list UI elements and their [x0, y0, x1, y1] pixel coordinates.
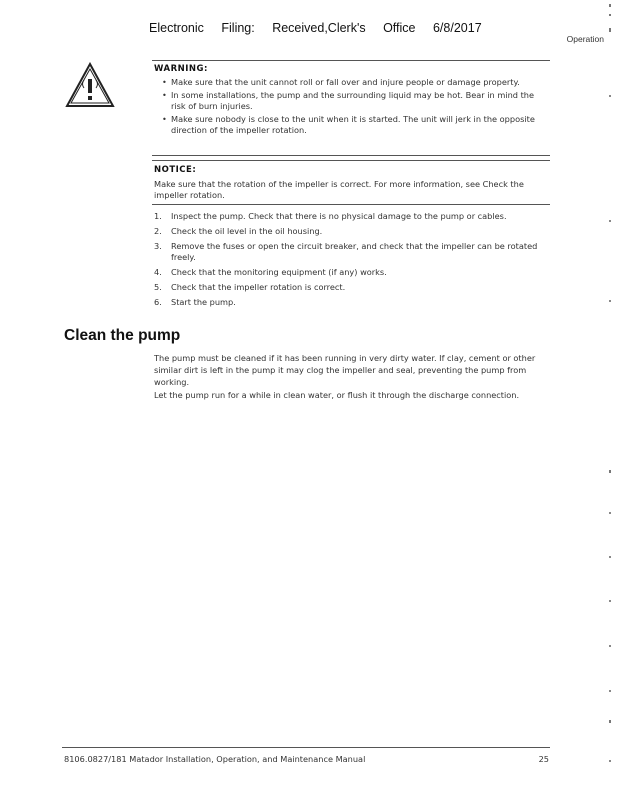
stamp-date: 6/8/2017: [432, 21, 482, 35]
step-item: [154, 241, 550, 263]
warning-list: [160, 77, 550, 138]
step-text: Remove the fuses or open the circuit breaker, and check that the impeller can be rotated freely.: [171, 241, 538, 262]
step-number: 4.: [154, 267, 162, 277]
warning-triangle-icon: [65, 62, 115, 108]
step-item: [154, 226, 550, 237]
page-number: 25: [538, 754, 549, 764]
filing-stamp: [149, 21, 482, 35]
footer-rule: [62, 747, 550, 748]
clean-paragraph: Let the pump run for a while in clean water, or flush it through the discharge connection.: [154, 390, 520, 400]
step-number: 6.: [154, 297, 162, 307]
warning-title: WARNING:: [154, 64, 208, 74]
step-number: 2.: [154, 226, 162, 236]
step-number: 3.: [154, 241, 162, 251]
stamp-word: Filing:: [221, 21, 255, 35]
stamp-word: Office: [383, 21, 416, 35]
notice-title: NOTICE:: [154, 165, 197, 175]
step-text: Check that the impeller rotation is correct.: [171, 282, 346, 292]
step-text: Check the oil level in the oil housing.: [171, 226, 323, 236]
step-item: [154, 211, 550, 222]
step-number: 1.: [154, 211, 162, 221]
notice-bottom-rule: [152, 204, 550, 205]
section-heading: Clean the pump: [64, 327, 181, 344]
stamp-word: Electronic: [149, 21, 204, 35]
notice-top-rule: [152, 160, 550, 161]
notice-text: Make sure that the rotation of the impeller is correct. For more information, see Check the impeller rotation.: [154, 179, 524, 200]
step-item: [154, 282, 550, 293]
scan-edge-marks: [608, 0, 612, 800]
step-item: [154, 267, 550, 278]
warning-item: • In some installations, the pump and the surrounding liquid may be hot. Bear in mind the risk of burn injuries.: [160, 90, 550, 112]
step-number: 5.: [154, 282, 162, 292]
warning-item: • Make sure that the unit cannot roll or fall over and injure people or damage property.: [160, 77, 550, 88]
step-text: Check that the monitoring equipment (if any) works.: [171, 267, 387, 277]
warning-item: • Make sure nobody is close to the unit when it is started. The unit will jerk in the opposite direction of the impeller rotation.: [160, 114, 550, 136]
step-text: Inspect the pump. Check that there is no physical damage to the pump or cables.: [171, 211, 507, 221]
warning-top-rule: [152, 60, 550, 61]
step-text: Start the pump.: [171, 297, 236, 307]
warning-bottom-rule: [152, 155, 550, 156]
section-label: Operation: [566, 34, 604, 44]
footer-document-title: 8106.0827/181 Matador Installation, Operation, and Maintenance Manual: [64, 754, 366, 764]
step-item: [154, 297, 550, 308]
procedure-steps: [154, 211, 550, 312]
stamp-word: Received,Clerk's: [272, 21, 366, 35]
clean-paragraph: The pump must be cleaned if it has been running in very dirty water. If clay, cement or other similar dirt is left in the pump it may clog the impeller and seal, preventing the pump from working.: [154, 353, 536, 387]
